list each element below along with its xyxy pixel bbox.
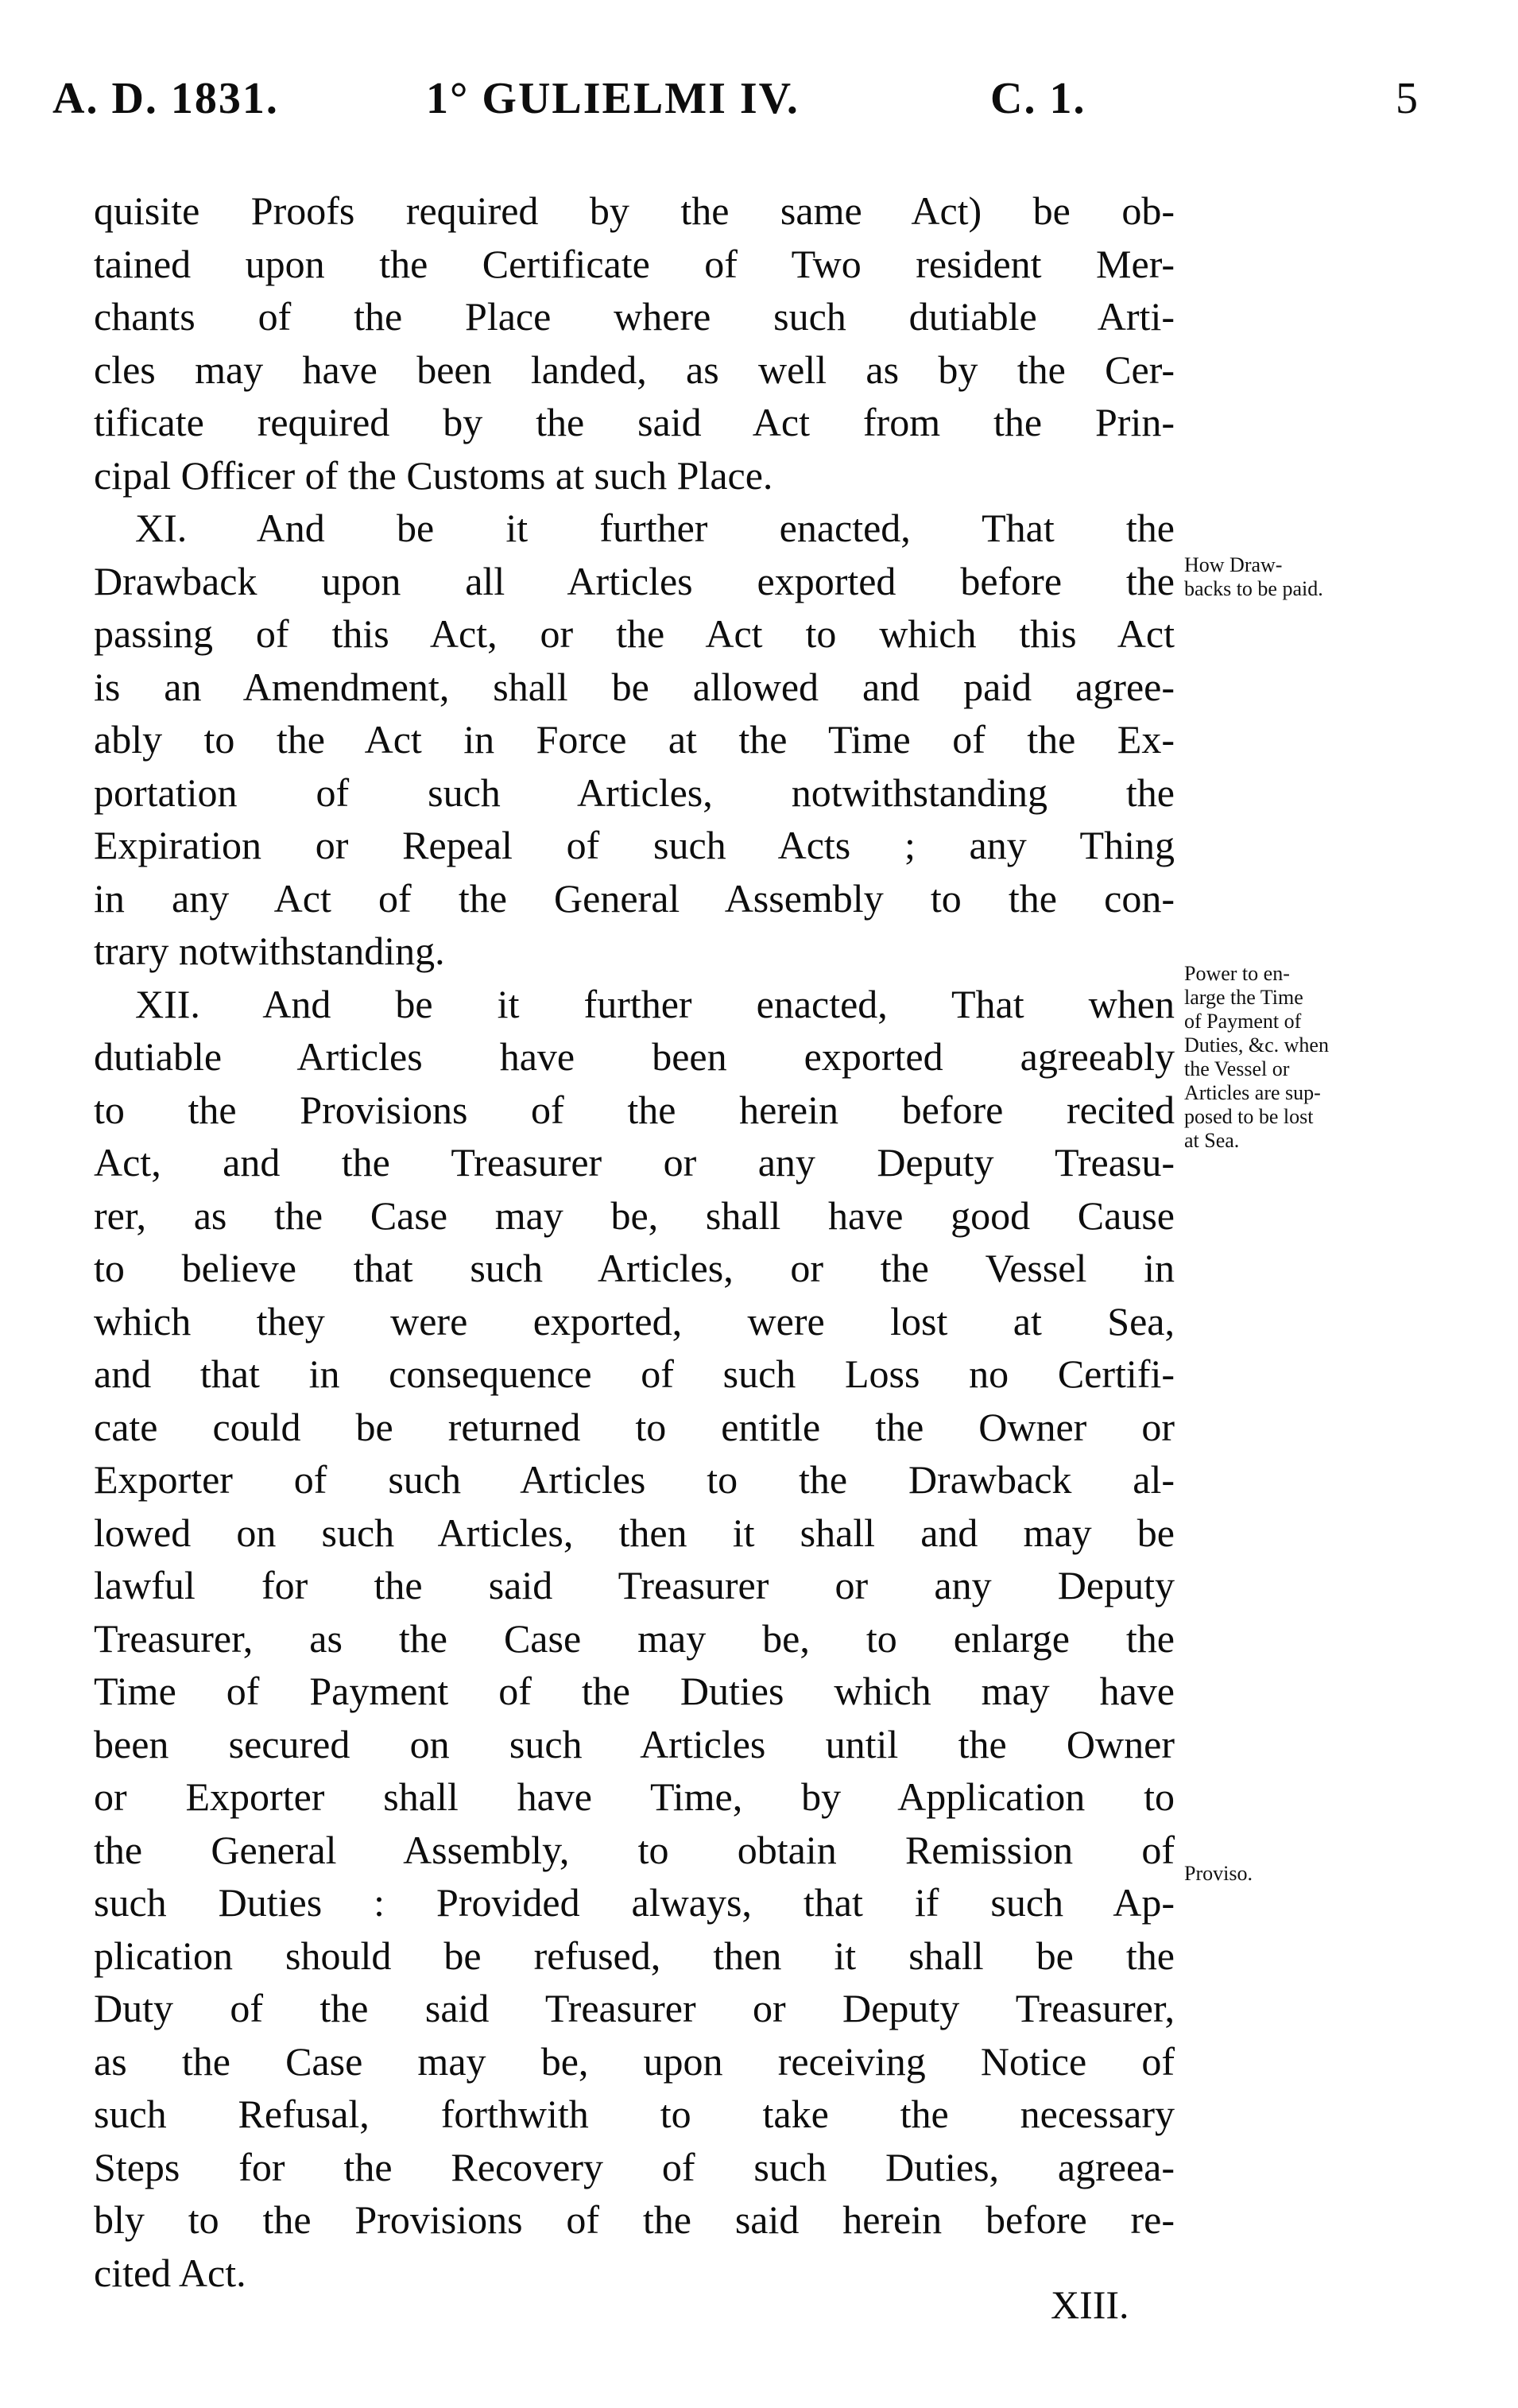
text-line: Expiration or Repeal of such Acts ; any Thing xyxy=(94,823,1175,867)
running-head-chapter: C. 1. xyxy=(990,74,1086,123)
margin-note-drawbacks xyxy=(1184,553,1423,601)
margin-note-proviso xyxy=(1184,1862,1423,1886)
text-line: passing of this Act, or the Act to which this Act xyxy=(94,611,1175,656)
text-line: portation of such Articles, notwithstanding the xyxy=(94,770,1175,815)
text-line: to believe that such Articles, or the Vessel in xyxy=(94,1246,1175,1290)
text-line: Time of Payment of the Duties which may have xyxy=(94,1669,1175,1713)
catchword: XIII. xyxy=(1051,2282,1129,2327)
text-line: lawful for the said Treasurer or any Deputy xyxy=(94,1563,1175,1607)
text-line: such Duties : Provided always, that if such Ap- xyxy=(94,1880,1175,1925)
text-line: bly to the Provisions of the said herein before re- xyxy=(94,2197,1175,2242)
text-line: quisite Proofs required by the same Act) be ob- xyxy=(94,188,1175,233)
text-line: as the Case may be, upon receiving Notice of xyxy=(94,2038,1175,2084)
margin-note-line: the Vessel or xyxy=(1184,1057,1290,1080)
text-line: in any Act of the General Assembly to the con- xyxy=(94,875,1175,921)
margin-note-power-to-enlarge xyxy=(1184,962,1423,1153)
text-line: ably to the Act in Force at the Time of the Ex- xyxy=(94,717,1175,762)
text-line: cipal Officer of the Customs at such Place. xyxy=(94,452,773,498)
text-line: tificate required by the said Act from the Prin- xyxy=(94,400,1175,444)
margin-note-line: at Sea. xyxy=(1184,1129,1240,1152)
text-line: been secured on such Articles until the Owner xyxy=(94,1721,1175,1766)
section-xi-start: XI. And be it further enacted, That the xyxy=(135,506,1175,550)
text-line: which they were exported, were lost at Sea, xyxy=(94,1298,1175,1344)
page-number: 5 xyxy=(1396,74,1419,123)
text-line: or Exporter shall have Time, by Application to xyxy=(94,1774,1175,1819)
margin-note-line: Proviso. xyxy=(1184,1862,1253,1885)
section-xii-start: XII. And be it further enacted, That when xyxy=(135,981,1175,1026)
text-line: such Refusal, forthwith to take the necessary xyxy=(94,2092,1175,2136)
text-line: is an Amendment, shall be allowed and paid agree- xyxy=(94,664,1175,709)
text-line: Exporter of such Articles to the Drawback al- xyxy=(94,1457,1175,1502)
text-line: Treasurer, as the Case may be, to enlarge the xyxy=(94,1615,1175,1661)
text-line: Steps for the Recovery of such Duties, agreea- xyxy=(94,2144,1175,2189)
margin-note-line: of Payment of xyxy=(1184,1010,1302,1033)
text-line: and that in consequence of such Loss no Certifi- xyxy=(94,1351,1175,1396)
text-line: Drawback upon all Articles exported before the xyxy=(94,558,1175,603)
text-line: chants of the Place where such dutiable Arti- xyxy=(94,294,1175,339)
margin-note-line: large the Time xyxy=(1184,986,1303,1009)
margin-note-line: backs to be paid. xyxy=(1184,577,1323,600)
text-line: cles may have been landed, as well as by the Cer- xyxy=(94,347,1175,392)
text-line: tained upon the Certificate of Two resident Mer- xyxy=(94,241,1175,286)
running-head-year: A. D. 1831. xyxy=(52,74,279,123)
margin-note-line: Duties, &c. when xyxy=(1184,1033,1329,1057)
text-line: trary notwithstanding. xyxy=(94,929,445,973)
text-line: Duty of the said Treasurer or Deputy Treasurer, xyxy=(94,1986,1175,2030)
text-line: rer, as the Case may be, shall have good Cause xyxy=(94,1192,1175,1238)
running-head xyxy=(52,73,1419,137)
margin-note-line: Power to en- xyxy=(1184,962,1290,985)
text-line: to the Provisions of the herein before recited xyxy=(94,1087,1175,1132)
margin-note-line: How Draw- xyxy=(1184,553,1283,576)
running-head-title: 1° GULIELMI IV. xyxy=(426,74,800,123)
text-line: lowed on such Articles, then it shall and may be xyxy=(94,1510,1175,1555)
margin-note-line: Articles are sup- xyxy=(1184,1081,1321,1104)
text-line: cited Act. xyxy=(94,2250,246,2295)
text-line: cate could be returned to entitle the Owner or xyxy=(94,1404,1175,1449)
text-line: Act, and the Treasurer or any Deputy Treasu- xyxy=(94,1140,1175,1185)
text-line: the General Assembly, to obtain Remission of xyxy=(94,1827,1175,1872)
margin-note-line: posed to be lost xyxy=(1184,1105,1314,1128)
text-line: dutiable Articles have been exported agreeably xyxy=(94,1034,1175,1079)
body-text xyxy=(94,184,1175,2299)
text-line: plication should be refused, then it shall be the xyxy=(94,1933,1175,1978)
